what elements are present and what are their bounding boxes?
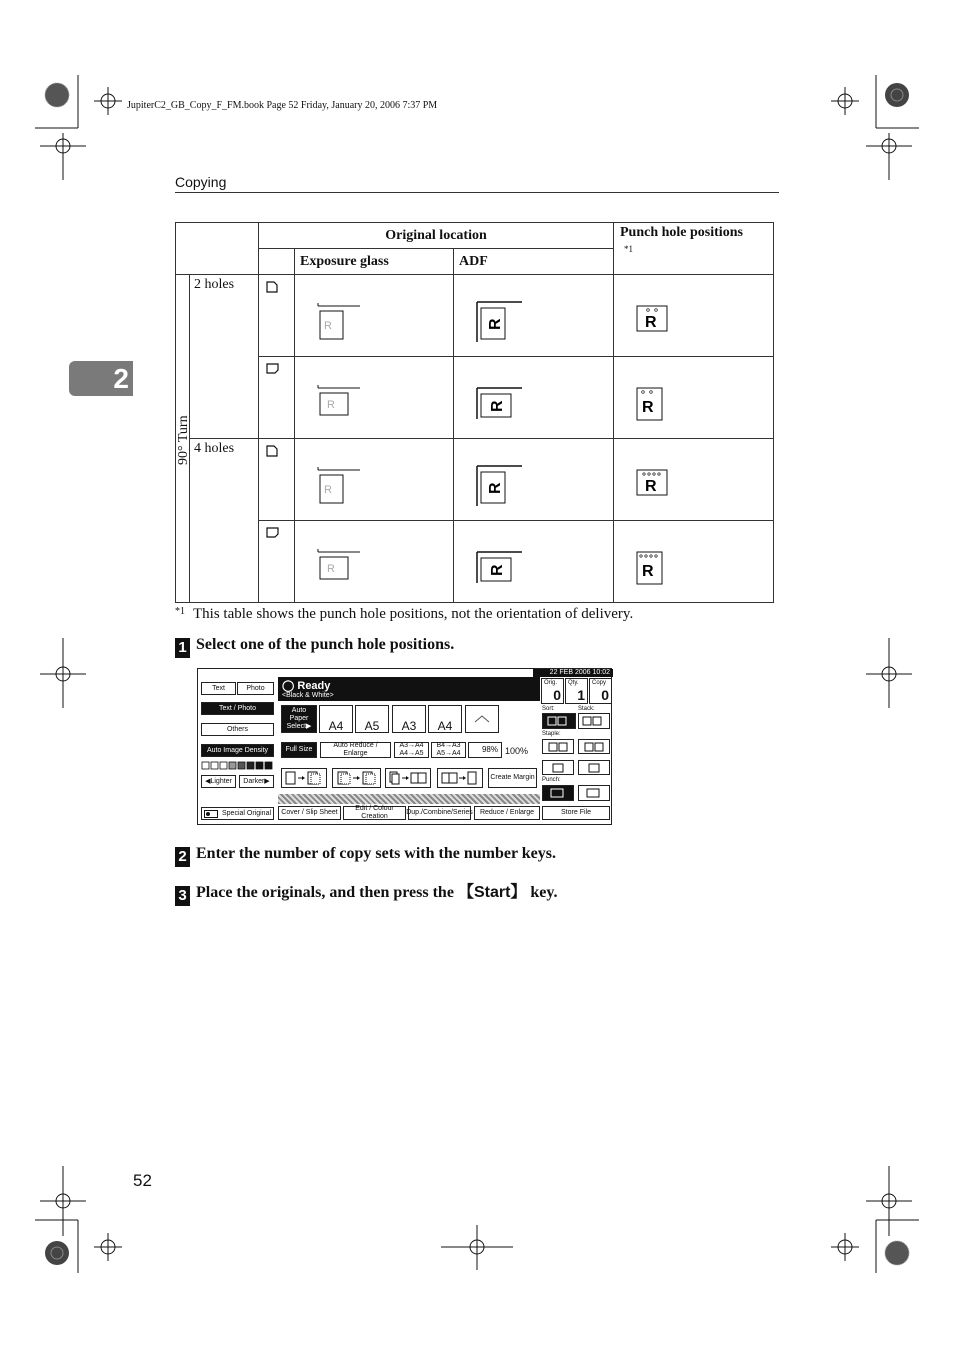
header-punch-note: *1 bbox=[624, 244, 633, 254]
step-1 bbox=[175, 636, 454, 658]
edit-colour-creation-tab[interactable]: Edit / Colour Creation bbox=[343, 806, 406, 820]
portrait-original-icon bbox=[266, 281, 278, 293]
step-text: Enter the number of copy sets with the number keys. bbox=[196, 845, 557, 862]
combine-icon bbox=[388, 771, 428, 785]
full-size-button[interactable]: Full Size bbox=[281, 742, 317, 758]
staple-button-3[interactable] bbox=[542, 760, 574, 775]
staple-icon bbox=[583, 742, 605, 752]
landscape-original-icon bbox=[266, 363, 280, 375]
header-blank bbox=[259, 249, 295, 275]
ratio-a3-a4-button[interactable]: A3→A4 A4→A5 bbox=[394, 742, 429, 758]
special-original-icon bbox=[204, 810, 218, 818]
copier-control-panel bbox=[197, 668, 612, 825]
rotation-label: 90° Turn bbox=[176, 415, 191, 465]
rotation-cell bbox=[176, 275, 190, 603]
staple-label: Staple: bbox=[542, 731, 561, 737]
chapter-tab: 2 bbox=[69, 361, 133, 396]
punch-button-1[interactable] bbox=[542, 785, 574, 801]
others-button[interactable]: Others bbox=[201, 723, 274, 736]
ratio-value: 100% bbox=[505, 746, 529, 756]
step-number: 1 bbox=[175, 638, 190, 658]
copies-value: 0 bbox=[601, 687, 609, 703]
staple-icon bbox=[583, 763, 605, 773]
panel-date: 22 FEB 2006 10:02 bbox=[533, 669, 613, 677]
exposure-glass-sheet-icon bbox=[315, 383, 365, 417]
svg-text:R: R bbox=[487, 318, 504, 330]
sort-label: Sort: bbox=[542, 706, 555, 712]
quantity-counter bbox=[565, 678, 588, 704]
text-button[interactable]: Text bbox=[201, 682, 236, 695]
holes-4: 4 holes bbox=[190, 439, 259, 603]
svg-text:R: R bbox=[642, 563, 654, 580]
quantity-label: Qty. bbox=[568, 680, 579, 686]
ratio-98-button[interactable]: 98% bbox=[468, 742, 502, 758]
table-corner bbox=[176, 223, 259, 275]
adf-sheet-icon bbox=[474, 383, 524, 423]
dup-combine-series-tab[interactable]: Dup./Combine/Series bbox=[408, 806, 471, 820]
sort-button[interactable] bbox=[542, 713, 576, 729]
adf-sheet-icon bbox=[474, 547, 524, 587]
stack-button[interactable] bbox=[578, 713, 610, 729]
punch-icon bbox=[547, 788, 569, 798]
header-rule bbox=[175, 192, 779, 193]
photo-button[interactable]: Photo bbox=[237, 682, 274, 695]
tray-3-button[interactable]: A3 bbox=[392, 705, 426, 733]
originals-value: 0 bbox=[553, 687, 561, 703]
cover-slip-sheet-tab[interactable]: Cover / Slip Sheet bbox=[278, 806, 341, 820]
svg-text:R: R bbox=[327, 563, 335, 575]
store-file-button[interactable]: Store File bbox=[542, 806, 610, 820]
text-photo-button[interactable]: Text / Photo bbox=[201, 702, 274, 715]
series-button[interactable] bbox=[437, 768, 483, 788]
punch-result-icon bbox=[636, 551, 666, 587]
holes-2: 2 holes bbox=[190, 275, 259, 439]
stack-label: Stack: bbox=[578, 706, 595, 712]
tray-1-button[interactable]: A4 bbox=[319, 705, 353, 733]
originals-counter bbox=[541, 678, 564, 704]
staple-button-1[interactable] bbox=[542, 739, 574, 754]
ratio-b4-a3-button[interactable]: B4→A3 A5→A4 bbox=[431, 742, 466, 758]
header-punch bbox=[614, 223, 774, 275]
punch-result-icon bbox=[636, 469, 670, 499]
duplex-1-2-button[interactable] bbox=[281, 768, 327, 788]
exposure-glass-sheet-icon bbox=[315, 465, 365, 505]
bypass-tray-icon bbox=[473, 713, 491, 725]
duplex-icon bbox=[284, 771, 324, 785]
section-label: Copying bbox=[175, 174, 227, 190]
auto-image-density-button[interactable]: Auto Image Density bbox=[201, 744, 274, 757]
orient-cell bbox=[259, 275, 294, 356]
lighter-button[interactable]: ◀Lighter bbox=[201, 775, 236, 788]
create-margin-button[interactable]: Create Margin bbox=[488, 768, 537, 788]
punch-result-icon bbox=[636, 387, 666, 423]
bypass-tray-button[interactable] bbox=[465, 705, 499, 733]
adf-sheet-icon bbox=[474, 297, 524, 342]
series-icon bbox=[440, 771, 480, 785]
exposure-glass-sheet-icon bbox=[315, 547, 365, 581]
punch-position-table bbox=[175, 222, 774, 603]
landscape-original-icon bbox=[266, 527, 280, 539]
step-number: 3 bbox=[175, 886, 190, 906]
copies-counter bbox=[589, 678, 612, 704]
adf-sheet-icon bbox=[474, 461, 524, 506]
darker-button[interactable]: Darker▶ bbox=[239, 775, 274, 788]
punch-label: Punch: bbox=[542, 777, 561, 783]
ready-status: ◯ Ready bbox=[282, 680, 331, 692]
divider-stripe bbox=[278, 794, 540, 804]
svg-text:R: R bbox=[489, 400, 506, 412]
auto-reduce-enlarge-button[interactable]: Auto Reduce / Enlarge bbox=[320, 742, 391, 758]
svg-text:R: R bbox=[324, 484, 332, 496]
combine-button[interactable] bbox=[385, 768, 431, 788]
step-text: Select one of the punch hole positions. bbox=[196, 636, 455, 653]
duplex-2-2-button[interactable] bbox=[332, 768, 381, 788]
tray-4-button[interactable]: A4 bbox=[428, 705, 462, 733]
exposure-glass-sheet-icon bbox=[315, 301, 365, 341]
svg-text:R: R bbox=[327, 399, 335, 411]
ready-text: Ready bbox=[297, 680, 331, 692]
stack-icon bbox=[581, 716, 607, 726]
footnote-text: This table shows the punch hole positions, not the orientation of delivery. bbox=[193, 606, 634, 622]
step-number: 2 bbox=[175, 847, 190, 867]
header-adf: ADF bbox=[454, 249, 614, 275]
punch-button-2[interactable] bbox=[578, 785, 610, 801]
quantity-value: 1 bbox=[577, 687, 585, 703]
staple-button-2[interactable] bbox=[578, 739, 610, 754]
step-3 bbox=[175, 879, 558, 906]
reduce-enlarge-tab[interactable]: Reduce / Enlarge bbox=[474, 806, 540, 820]
header-exposure: Exposure glass bbox=[295, 249, 454, 275]
footnote-mark: *1 bbox=[175, 606, 185, 617]
page-meta: JupiterC2_GB_Copy_F_FM.book Page 52 Friday, January 20, 2006 7:37 PM bbox=[127, 100, 438, 111]
sort-icon bbox=[546, 716, 572, 726]
footnote bbox=[175, 606, 633, 623]
portrait-original-icon bbox=[266, 445, 278, 457]
mode-text: <Black & White> bbox=[282, 692, 334, 699]
punch-result-icon bbox=[636, 305, 670, 335]
status-bar bbox=[278, 677, 540, 701]
svg-text:R: R bbox=[489, 564, 506, 576]
page-number: 52 bbox=[133, 1171, 152, 1190]
special-original-button[interactable] bbox=[201, 807, 274, 820]
svg-text:R: R bbox=[645, 314, 657, 331]
duplex-icon bbox=[336, 771, 378, 785]
staple-icon bbox=[547, 763, 569, 773]
header-original-location: Original location bbox=[259, 223, 614, 249]
tray-2-button[interactable]: A5 bbox=[355, 705, 389, 733]
header-punch-text: Punch hole positions bbox=[620, 225, 743, 240]
originals-label: Orig. bbox=[544, 680, 558, 686]
step-text-end: key. bbox=[526, 884, 558, 901]
svg-text:R: R bbox=[487, 482, 504, 494]
svg-text:R: R bbox=[642, 399, 654, 416]
auto-paper-select-button[interactable]: Auto Paper Select▶ bbox=[281, 705, 317, 733]
svg-text:R: R bbox=[324, 320, 332, 332]
start-key-label: 【Start】 bbox=[457, 884, 527, 901]
step-2 bbox=[175, 845, 556, 867]
staple-button-4[interactable] bbox=[578, 760, 610, 775]
staple-icon bbox=[547, 742, 569, 752]
punch-icon bbox=[583, 788, 605, 798]
svg-text:R: R bbox=[645, 478, 657, 495]
special-original-label: Special Original bbox=[222, 809, 272, 817]
copies-label: Copy bbox=[592, 680, 607, 686]
density-scale-icon bbox=[201, 761, 274, 771]
step-text: Place the originals, and then press the bbox=[196, 884, 458, 901]
